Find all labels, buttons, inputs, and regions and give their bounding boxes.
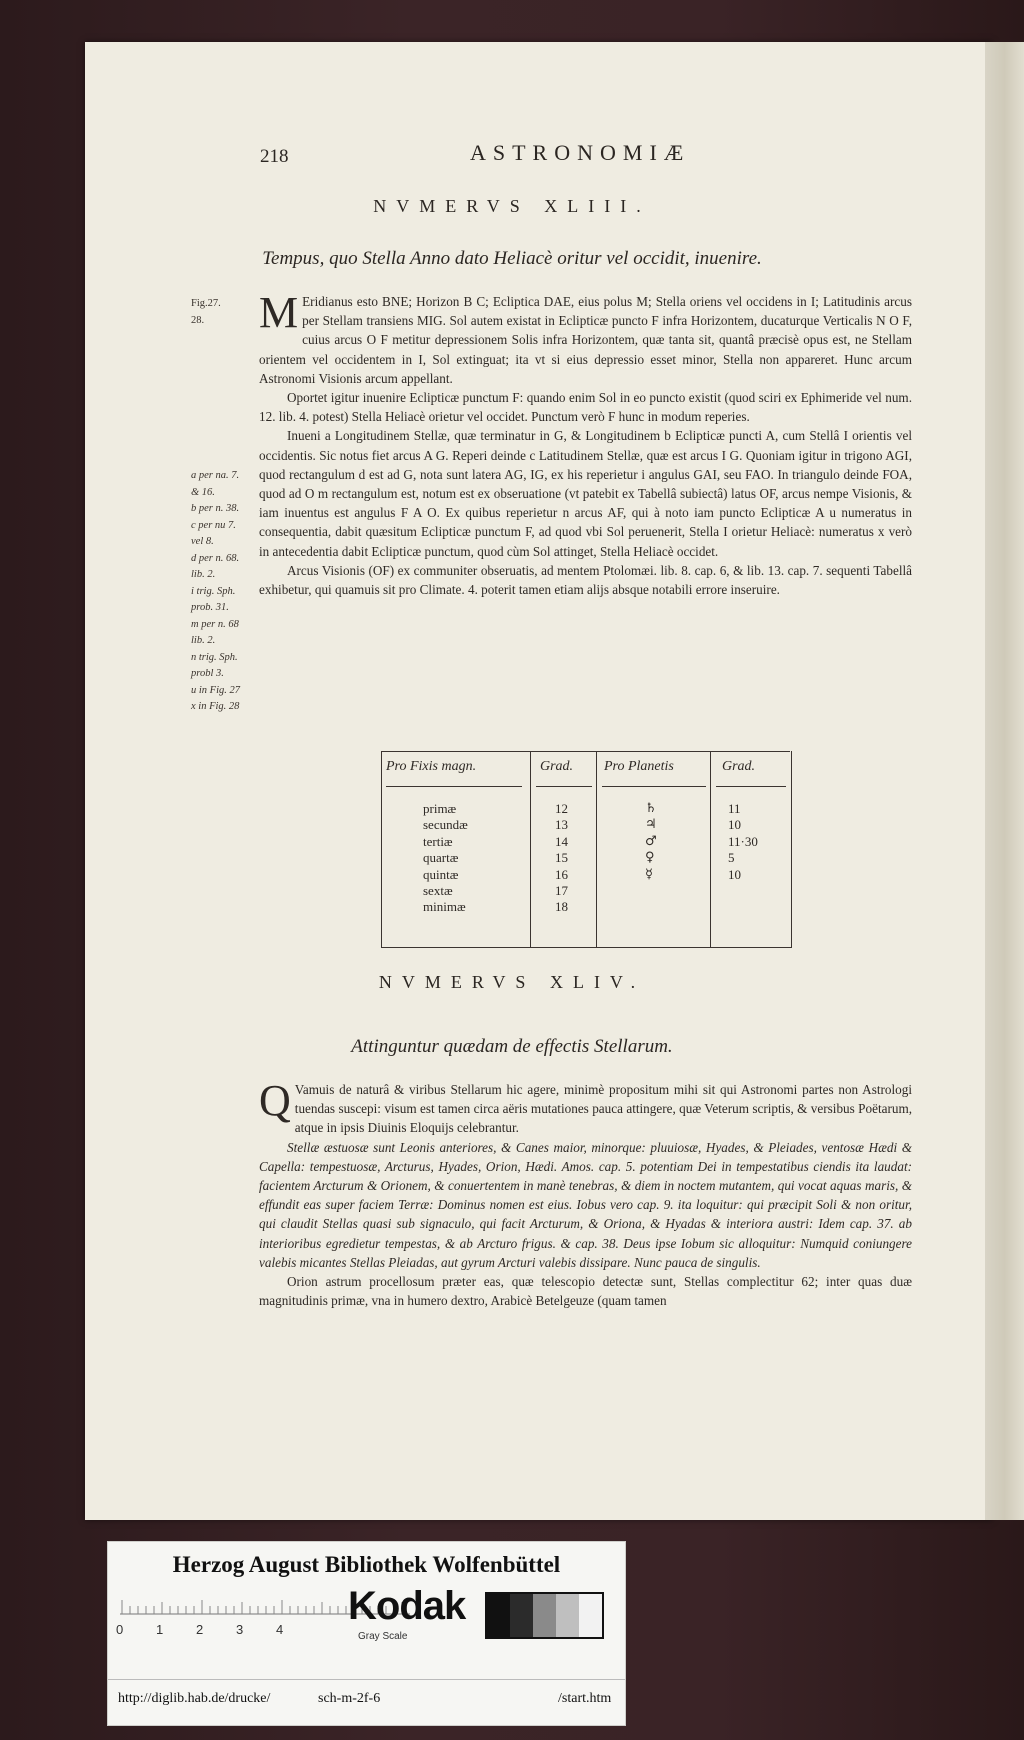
paragraph: Orion astrum procellosum præter eas, quæ telescopio detectæ sunt, Stellas complectitur 62; inter quas duæ magnitudinis primæ, vna in humero dextro, Arabicè Betelgeuze (quam tamen xyxy=(259,1274,912,1309)
ruler-label: 2 xyxy=(196,1622,204,1637)
table-header-rule xyxy=(602,786,706,787)
table-cell: secundæ xyxy=(423,817,468,833)
dropcap-q: Q xyxy=(259,1076,291,1125)
paragraph: M Eridianus esto BNE; Horizon B C; Ecliptica DAE, eius polus M; Stella oriens vel occidens in I; Latitudinis arcus per Stellam transiens MIG. Sol autem existat in Eclipticæ puncto F infra Horizontem, ducaturque Verticalis N O F, cuius arcus O F metitur depressionem Solis infra Horizontem, quæ tanta sit, quantâ præcisè opus est, ne Stellam orientem vel occidentem in I, Sol extinguat; ita vt si eius depressio esset minor, Stella non appareret. Hunc arcum Astronomi Visionis arcum appellant. xyxy=(259,288,912,386)
margin-ref: c per nu 7. xyxy=(191,519,236,531)
table-cell: 10 xyxy=(728,817,741,833)
table-header: Pro Planetis xyxy=(604,759,674,774)
paragraph: Arcus Visionis (OF) ex communiter obseruatis, ad mentem Ptolomæi. lib. 8. cap. 6, & lib. 13. cap. 7. sequenti Tabellâ exhibetur, qui quamuis sit pro Climate. 4. poterit tamen etiam alijs absque notabili errore inseruire. xyxy=(259,562,912,598)
margin-ref: n trig. Sph. xyxy=(191,651,238,663)
running-title: ASTRONOMIÆ xyxy=(470,140,691,165)
section-44-text xyxy=(259,1076,912,1310)
table-cell: 18 xyxy=(555,899,568,915)
gray-scale-label: Gray Scale xyxy=(358,1631,408,1642)
table-divider xyxy=(710,751,711,947)
ruler-label: 4 xyxy=(276,1622,284,1637)
paragraph: Q Vamuis de naturâ & viribus Stellarum hic agere, minimè propositum mihi sit qui Astronomi partes non Astrologi tuendas suscepi: visum est tamen circa aëris mutationes pauca attingere, quæ Veterum scriptis, & versibus Poëtarum, atque in ipsis Diuinis Eloquijs celebrantur. xyxy=(259,1076,912,1136)
gray-patch xyxy=(579,1594,602,1637)
margin-ref: d per n. 68. xyxy=(191,552,240,564)
library-calibration-card xyxy=(107,1541,626,1726)
table-cell: 5 xyxy=(728,850,735,866)
table-divider xyxy=(596,751,597,947)
table-header-rule xyxy=(386,786,522,787)
paragraph: Inueni a Longitudinem Stellæ, quæ terminatur in G, & Longitudinem b Eclipticæ puncti A, cum Stellâ I orientis vel occidentis. Sic notus fiet arcus A G. Reperi deinde c Latitudinem Stellæ, quæ est arcus I G. Quoniam igitur in trigono AGI, quod rectangulum d est ad G, nota sunt latera AG, IG, ex his reperietur i angulus GAI, seu FAO. In triangulo deinde FOA, quod ad O m rectangulum est, notum est ex obseruatione (vt patebit ex Tabellâ subiectâ) latus OF, arcus nempe Visionis, & iam inuentus est angulus F A O. Ex quibus reperietur n arcus AF, qui à noto iam puncto Eclipticæ A u numeratus in consequentia, dabit quæsitum Eclipticæ punctum F, ad quod vbi Sol peruenerit, Stella I orietur Heliacè: numeratus x verò in antecedentia dabit Eclipticæ punctum, quod cùm Sol attinget, Stella Heliacè occidet. xyxy=(259,428,912,559)
table-col-planet-degrees xyxy=(728,801,758,883)
table-col-planets xyxy=(645,801,657,883)
margin-ref: & 16. xyxy=(191,486,215,498)
table-cell: 17 xyxy=(555,883,568,899)
table-cell: quintæ xyxy=(423,866,459,882)
saturn-icon: ♄ xyxy=(645,801,657,816)
table-col-degrees xyxy=(555,801,568,916)
table-header: Grad. xyxy=(722,759,756,774)
library-name: Herzog August Bibliothek Wolfenbüttel xyxy=(172,1552,561,1577)
table-cell: minimæ xyxy=(423,899,466,915)
paragraph: Stellæ æstuosæ sunt Leonis anteriores, & Canes maior, minorque: pluuiosæ, Hyades, & Pleiades, ventosæ Hædi & Capella: tempestuosæ, Arcturus, Hyades, Orion, Hædi. Amos. cap. 5. potentiam Dei in tempestatibus ciendis ita laudat: facientem Arcturum & Orionem, & conuertentem in manè tenebras, & diem in noctem mutantem, qui vocat aquas maris, & effundit eas super faciem Terræ: Dominus nomen est eius. Iobus vero cap. 9. ita loquitur: qui præcipit Soli & non oritur, qui claudit Stellas quasi sub signaculo, qui facit Arcturum, & Oriona, & Hyadas & interiora austri: Idem cap. 37. ab interioribus egredietur tempestas, & ab Arcturo frigus. & cap. 38. Deus ipse Iobum sic alloquitur: Numquid coniungere valebis micantes Stellas Pleiadas, aut gyrum Arcturi valebis dissipare. Nunc pauca de singulis. xyxy=(259,1139,912,1270)
start-link: /start.htm xyxy=(558,1691,612,1706)
table-header-rule xyxy=(536,786,592,787)
gray-patch xyxy=(556,1594,579,1637)
margin-ref: u in Fig. 27 xyxy=(191,684,240,696)
margin-references xyxy=(191,468,261,716)
section-heading-44: NVMERVS XLIV. xyxy=(378,972,646,992)
section-heading-43: NVMERVS XLIII. xyxy=(373,196,651,216)
table-cell: tertiæ xyxy=(423,833,453,849)
page-header xyxy=(260,140,900,170)
margin-ref: a per na. 7. xyxy=(191,470,240,481)
table-divider xyxy=(530,751,531,947)
section-title-44: Attinguntur quædam de effectis Stellarum. xyxy=(351,1036,673,1057)
margin-ref: prob. 31. xyxy=(191,602,229,613)
table-cell: sextæ xyxy=(423,883,453,899)
table-header: Grad. xyxy=(540,759,574,774)
table-cell: 11·30 xyxy=(728,833,758,849)
margin-note: Fig.27. xyxy=(191,298,221,309)
section-title-43: Tempus, quo Stella Anno dato Heliacè oritur vel occidit, inuenire. xyxy=(262,248,762,269)
dropcap-m: M xyxy=(259,288,299,337)
table-cell: 15 xyxy=(555,850,568,866)
gray-patch xyxy=(533,1594,556,1637)
table-cell: 12 xyxy=(555,801,568,816)
margin-ref: vel 8. xyxy=(191,536,214,547)
table-cell: 11 xyxy=(728,801,741,816)
margin-ref: m per n. 68 xyxy=(191,618,239,630)
card-divider xyxy=(108,1679,625,1680)
table-header-rule xyxy=(716,786,786,787)
jupiter-icon: ♃ xyxy=(645,817,657,833)
table-cell: 14 xyxy=(555,833,568,849)
margin-ref: lib. 2. xyxy=(191,569,216,580)
mercury-icon: ☿ xyxy=(645,866,653,882)
kodak-logo: Kodak xyxy=(348,1584,466,1628)
paragraph: Oportet igitur inuenire Eclipticæ punctum F: quando enim Sol in eo puncto existit (quod sciri ex Ephimeride vel num. 12. lib. 4. potest) Stella Heliacè orietur vel occidet. Punctum verò F hunc in modum reperies. xyxy=(259,390,912,425)
margin-ref: lib. 2. xyxy=(191,635,216,646)
ruler-label: 1 xyxy=(156,1622,164,1637)
ruler-label: 0 xyxy=(116,1622,124,1637)
table-col-magnitudes xyxy=(423,801,468,916)
ruler-label: 3 xyxy=(236,1622,244,1637)
section-43-text xyxy=(259,288,912,599)
page-number: 218 xyxy=(260,146,289,167)
gray-patch xyxy=(510,1594,533,1637)
gray-scale-patches xyxy=(485,1592,604,1639)
margin-ref: b per n. 38. xyxy=(191,503,240,514)
table-cell: quartæ xyxy=(423,850,459,866)
table-cell: 16 xyxy=(555,866,568,882)
figure-notes xyxy=(191,296,261,329)
margin-ref: x in Fig. 28 xyxy=(191,701,240,712)
table-cell: 10 xyxy=(728,866,741,882)
gray-patch xyxy=(487,1594,510,1637)
venus-icon: ♀ xyxy=(645,850,655,866)
table-cell: 13 xyxy=(555,817,568,833)
library-url: http://diglib.hab.de/drucke/ xyxy=(118,1691,271,1706)
mars-icon: ♂ xyxy=(645,833,657,849)
shelfmark: sch-m-2f-6 xyxy=(318,1691,381,1706)
margin-ref: probl 3. xyxy=(191,668,224,679)
margin-note: 28. xyxy=(191,314,205,326)
table-cell: primæ xyxy=(423,801,457,816)
table-header: Pro Fixis magn. xyxy=(386,759,477,774)
margin-ref: i trig. Sph. xyxy=(191,585,236,597)
